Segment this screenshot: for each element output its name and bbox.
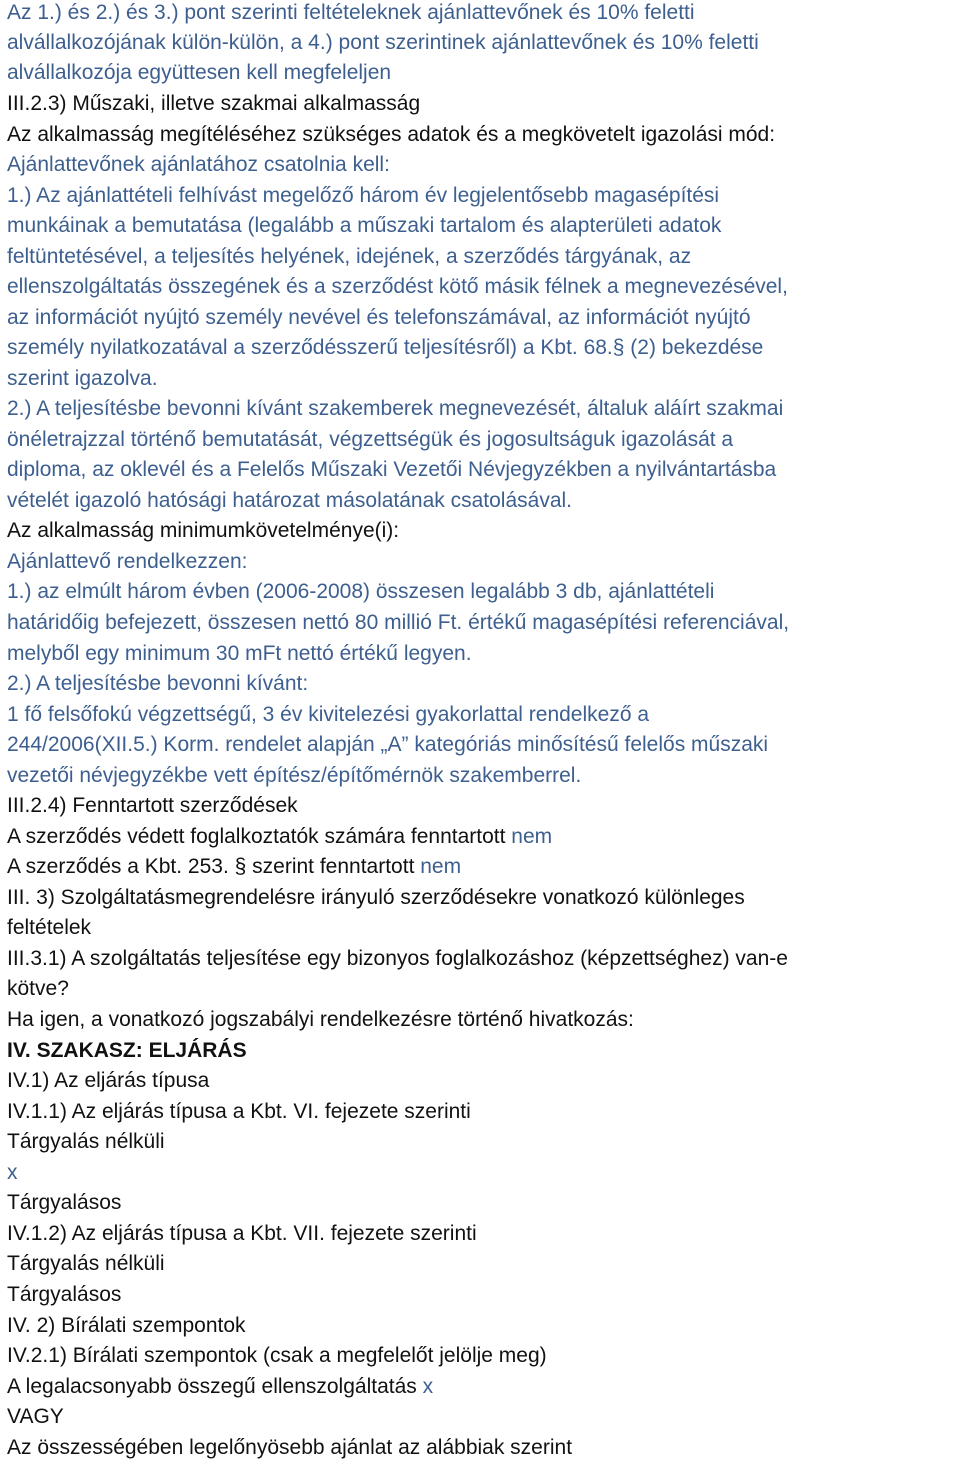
section-heading: III. 3) Szolgáltatásmegrendelésre irányuló szerződésekre vonatkozó különleges	[7, 886, 745, 909]
text-line: Ajánlattevőnek ajánlatához csatolnia kell:	[7, 153, 390, 176]
option-label: Tárgyalás nélküli	[7, 1252, 165, 1275]
text-line: Az alkalmasság megítéléséhez szükséges adatok és a megkövetelt igazolási mód:	[7, 123, 776, 146]
option-label: Tárgyalás nélküli	[7, 1130, 165, 1153]
option-label: Tárgyalásos	[7, 1283, 122, 1306]
section-heading	[7, 91, 420, 117]
text-line: az információt nyújtó személy nevével és telefonszámával, az információt nyújtó	[7, 306, 751, 329]
text-line: 2.) A teljesítésbe bevonni kívánt szakemberek megnevezését, általuk aláírt szakmai	[7, 397, 784, 420]
field-value: nem	[511, 825, 553, 848]
text-line: vételét igazoló hatósági határozat másolatának csatolásával.	[7, 489, 573, 512]
section-heading: IV.1.1) Az eljárás típusa a Kbt. VI. fejezete szerinti	[7, 1100, 471, 1123]
section-heading: IV.1.2) Az eljárás típusa a Kbt. VII. fejezete szerinti	[7, 1222, 477, 1245]
field-label: A szerződés védett foglalkoztatók számára fenntartott	[7, 825, 512, 848]
text-line: vezetői névjegyzékbe vett építész/építőmérnök szakemberrel.	[7, 764, 582, 787]
text-line: diploma, az oklevél és a Felelős Műszaki Vezetői Névjegyzékben a nyilvántartásba	[7, 458, 777, 481]
text-line: 1.) Az ajánlattételi felhívást megelőző három év legjelentősebb magasépítési	[7, 184, 720, 207]
text-line: Az alkalmasság minimumkövetelménye(i):	[7, 519, 400, 542]
text-line: Ajánlattevő rendelkezzen:	[7, 550, 248, 573]
section-heading: III.2.4) Fenntartott szerződések	[7, 794, 298, 817]
text-line: VAGY	[7, 1405, 64, 1428]
selection-mark: x	[7, 1161, 18, 1184]
option-label: Az összességében legelőnyösebb ajánlat az alábbiak szerint	[7, 1436, 573, 1459]
text-line: személy nyilatkozatával a szerződésszerű teljesítésről) a Kbt. 68.§ (2) bekezdése	[7, 336, 764, 359]
option-label	[7, 1374, 433, 1400]
text-line: III.3.1) A szolgáltatás teljesítése egy bizonyos foglalkozáshoz (képzettséghez) van-e	[7, 947, 788, 970]
text-line: Ha igen, a vonatkozó jogszabályi rendelkezésre történő hivatkozás:	[7, 1008, 634, 1031]
text-line: 2.) A teljesítésbe bevonni kívánt:	[7, 672, 309, 695]
section-heading: IV.1) Az eljárás típusa	[7, 1069, 210, 1092]
option-label: Tárgyalásos	[7, 1191, 122, 1214]
section-heading: IV.2.1) Bírálati szempontok (csak a megfelelőt jelölje meg)	[7, 1344, 547, 1367]
text-line: feltüntetésével, a teljesítés helyének, idejének, a szerződés tárgyának, az	[7, 245, 692, 268]
section-number: III.2.3)	[7, 92, 73, 115]
text-line	[7, 854, 461, 880]
text-line: munkáinak a bemutatása (legalább a műszaki tartalom és alapterületi adatok	[7, 214, 722, 237]
text-line	[7, 824, 552, 850]
text-line: határidőig befejezett, összesen nettó 80 millió Ft. értékű magasépítési referenciával,	[7, 611, 790, 634]
text-line: feltételek	[7, 916, 92, 939]
selection-mark: x	[422, 1375, 434, 1398]
section-heading: IV. 2) Bírálati szempontok	[7, 1314, 246, 1337]
text-line: 1 fő felsőfokú végzettségű, 3 év kivitelezési gyakorlattal rendelkező a	[7, 703, 650, 726]
text-line: ellenszolgáltatás összegének és a szerződést kötő másik félnek a megnevezésével,	[7, 275, 788, 298]
text-line: 1.) az elmúlt három évben (2006-2008) összesen legalább 3 db, ajánlattételi	[7, 580, 715, 603]
text-line: szerint igazolva.	[7, 367, 158, 390]
section-title: Műszaki, illetve szakmai alkalmasság	[72, 92, 421, 115]
field-label: A szerződés a Kbt. 253. § szerint fenntartott	[7, 855, 421, 878]
text-line: alvállalkozójának külön-külön, a 4.) pont szerintinek ajánlattevőnek és 10% feletti	[7, 31, 759, 54]
text-line: 244/2006(XII.5.) Korm. rendelet alapján „A” kategóriás minősítésű felelős műszaki	[7, 733, 769, 756]
text-line: önéletrajzzal történő bemutatását, végzettségük és jogosultságuk igazolását a	[7, 428, 734, 451]
text-line: Az 1.) és 2.) és 3.) pont szerinti feltételeknek ajánlattevőnek és 10% feletti	[7, 1, 695, 24]
criterion-label: A legalacsonyabb összegű ellenszolgáltatás	[7, 1375, 423, 1398]
text-line: melyből egy minimum 30 mFt nettó értékű legyen.	[7, 642, 472, 665]
text-line: alvállalkozója együttesen kell megfeleljen	[7, 61, 392, 84]
section-title: IV. SZAKASZ: ELJÁRÁS	[7, 1039, 247, 1062]
field-value: nem	[420, 855, 462, 878]
text-line: kötve?	[7, 977, 69, 1000]
